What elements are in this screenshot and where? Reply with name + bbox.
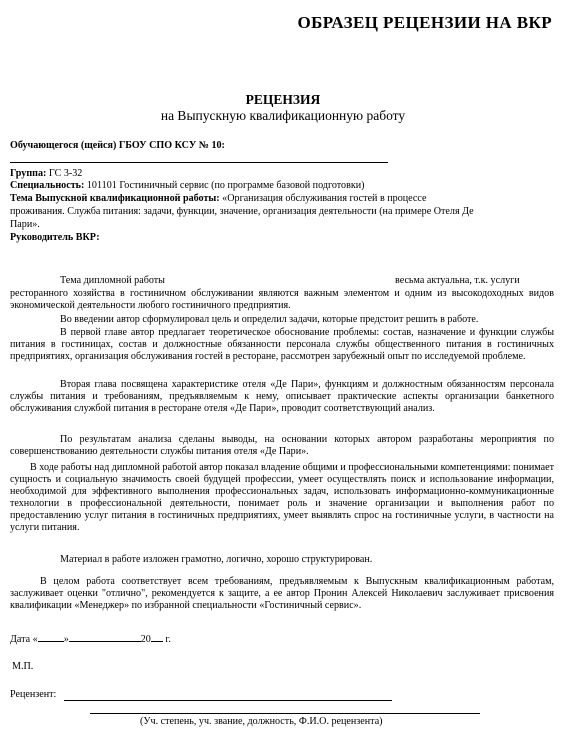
review-paragraph-2: Во введении автор сформулировал цель и определил задачи, которые предстоит решить в работе.: [60, 314, 479, 325]
specialty-value: 101101 Гостиничный сервис (по программе базовой подготовки): [84, 180, 365, 191]
student-name-line: [10, 162, 388, 163]
review-paragraph-4: Вторая глава посвящена характеристике отеля «Де Пари», функциям и должностным обязанностям персонала службы питания и требованиям, предъявляемым к нему, описывает практические аспекты организации банкетного обслуживания службой питания в ресторане отеля «Де Пари», проводит соответствующий анализ.: [10, 379, 554, 414]
review-paragraph-7: Материал в работе изложен грамотно, логично, хорошо структурирован.: [60, 554, 373, 565]
specialty-row: [10, 180, 365, 192]
topic-value-line2: проживания. Служба питания: задачи, функции, значение, организация деятельности (на примере Отеля Де: [10, 206, 474, 217]
topic-value-line3: Пари».: [10, 219, 40, 230]
specialty-label: Специальность:: [10, 180, 85, 191]
date-day-field[interactable]: [38, 641, 64, 642]
supervisor-label: Руководитель ВКР:: [10, 232, 100, 243]
date-year-field[interactable]: [151, 641, 163, 642]
reviewer-label: Рецензент:: [10, 689, 57, 700]
date-prefix: Дата «: [10, 634, 38, 645]
reviewer-line[interactable]: [64, 700, 392, 701]
review-paragraph-6: В ходе работы над дипломной работой автор показал владение общими и профессиональными компетенциями: понимает сущность и социальную значимость своей будущей профессии, умеет осуществлять поиск и использование информации, необходимой для эффективного выполнения профессиональных задач, использовать информационно-коммуникационные технологии в профессиональной деятельности, понимает роль и значение организации и выполнения работ по предоставлению услуг питания в гостиничных предприятиях, умеет выявлять спрос на гостиничные услуги, в частности на услуги питания.: [10, 462, 554, 533]
review-paragraph-1: ресторанного хозяйства в гостиничном обслуживании являются важным элементом и одним из высокодоходных видов экономической деятельности любого гостиничного предприятия.: [10, 288, 554, 311]
topic-value-line1: «Организация обслуживания гостей в процессе: [219, 193, 427, 204]
student-label: Обучающегося (щейся) ГБОУ СПО КСУ № 10:: [10, 140, 225, 151]
review-paragraph-3: В первой главе автор предлагает теоретическое обоснование проблемы: состав, назначение и функции службы питания в гостиницах, состав и должностные обязанности персонала службы общественного питания в гостиничных предприятиях, организация обслуживания гостей в ресторане, рассмотрен зарубежный опыт по исследуемой проблеме.: [10, 327, 554, 362]
date-row: [10, 634, 171, 646]
stamp-label: М.П.: [12, 661, 34, 672]
topic-row: [10, 193, 426, 205]
date-suffix: г.: [162, 634, 171, 645]
topic-label: Тема Выпускной квалификационной работы:: [10, 193, 220, 204]
group-value: ГС 3-32: [46, 168, 83, 179]
document-title: РЕЦЕНЗИЯ: [245, 92, 321, 107]
reviewer-details-line[interactable]: [90, 713, 480, 714]
date-mid: »: [63, 634, 69, 645]
review-paragraph-5: По результатам анализа сделаны выводы, на основании которых автором разработаны мероприятия по совершенствованию деятельности службы питания отеля «Де Пари».: [10, 434, 554, 457]
review-p1-start-a: Тема дипломной работы: [60, 275, 165, 286]
date-month-field[interactable]: [69, 641, 141, 642]
group-label: Группа:: [10, 168, 47, 179]
group-row: [10, 168, 82, 180]
review-p1-start-b: весьма актуальна, т.к. услуги: [395, 275, 520, 286]
sample-title: ОБРАЗЕЦ РЕЦЕНЗИИ НА ВКР: [297, 13, 552, 32]
date-year: 20: [140, 634, 151, 645]
review-paragraph-8: В целом работа соответствует всем требованиям, предъявляемым к Выпускным квалификационным работам, заслуживает оценки "отлично", рекомендуется к защите, а ее автор Пронин Алексей Николаевич заслуживает присвоения квалификации «Менеджер» по избранной специальности «Гостиничный сервис».: [10, 576, 554, 611]
document-subtitle: на Выпускную квалификационную работу: [160, 108, 406, 123]
reviewer-caption: (Уч. степень, уч. звание, должность, Ф.И.О. рецензента): [140, 716, 383, 727]
